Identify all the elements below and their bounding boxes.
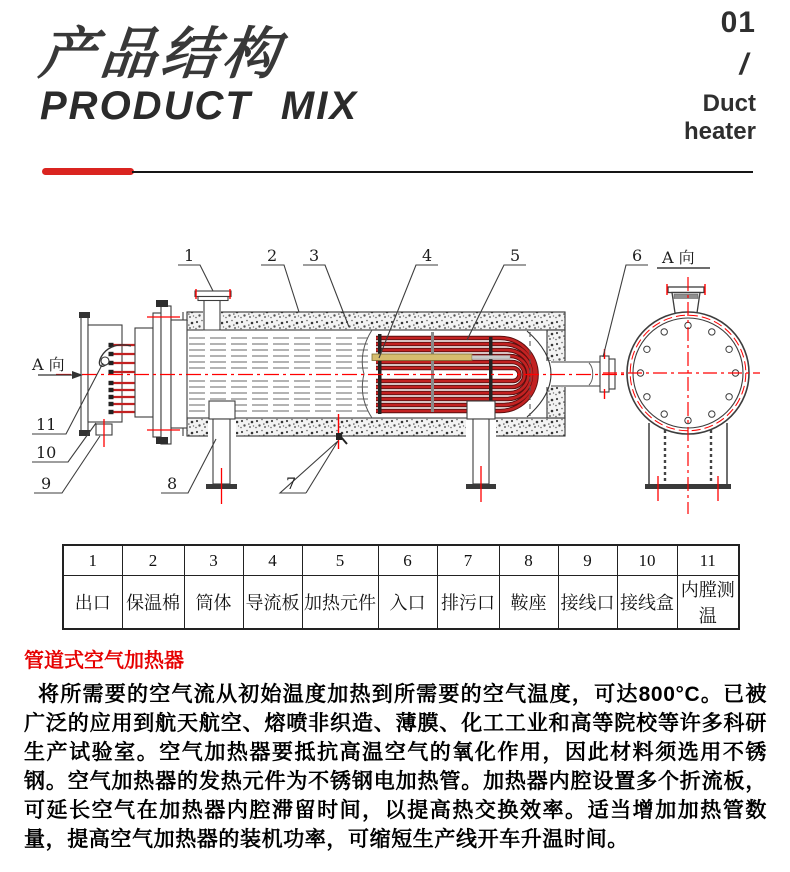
callout-4: 4	[422, 246, 433, 265]
part-name: 筒体	[184, 576, 243, 630]
parts-table	[62, 544, 740, 630]
callout-8: 8	[167, 474, 178, 493]
part-number: 5	[302, 545, 378, 576]
description-heading: 管道式空气加热器	[24, 650, 184, 672]
callout-7: 7	[286, 474, 297, 493]
part-name: 排污口	[437, 576, 499, 630]
description-body: 将所需要的空气流从初始温度加热到所需要的空气温度，可达800°C。已被广泛的应用到航天航空、熔喷非织造、薄膜、化工工业和高等院校等许多科研生产试验室。空气加热器要抵抗高温空气的氧化作用，因此材料须选用不锈钢。空气加热器的发热元件为不锈钢电加热管。加热器内腔设置多个折流板，可延长空气在加热器内腔滞留时间，以提高热交换效率。适当增加加热管数量，提高空气加热器的装机功率，可缩短生产线开车升温时间。	[24, 683, 767, 851]
part-name: 接线口	[558, 576, 617, 630]
parts-number-row	[63, 545, 739, 576]
part-number: 9	[558, 545, 617, 576]
part-name: 导流板	[243, 576, 302, 630]
header-right-block	[684, 6, 756, 146]
callout-5: 5	[510, 246, 521, 265]
part-name: 出口	[63, 576, 122, 630]
part-number: 8	[499, 545, 558, 576]
part-name: 加热元件	[302, 576, 378, 630]
part-number: 1	[63, 545, 122, 576]
part-number: 11	[677, 545, 739, 576]
callout-2: 2	[267, 246, 278, 265]
red-accent-bar	[42, 168, 134, 175]
junction-box-assembly	[79, 312, 122, 447]
category-label-line2: heater	[683, 118, 756, 145]
part-name: 内膛测温	[677, 576, 739, 630]
part-number: 3	[184, 545, 243, 576]
slash-separator: /	[739, 48, 748, 81]
category-label-line1: Duct	[702, 90, 756, 117]
callout-11: 11	[36, 415, 57, 434]
part-name: 入口	[378, 576, 437, 630]
main-flange	[135, 300, 187, 444]
page-title-english: PRODUCT MIX	[40, 84, 358, 128]
end-view	[603, 268, 760, 514]
part-name: 接线盒	[617, 576, 677, 630]
part-number: 10	[617, 545, 677, 576]
section-index: 01	[720, 6, 756, 39]
product-description	[24, 644, 767, 854]
parts-name-row	[63, 576, 739, 630]
divider-line	[132, 171, 753, 173]
main-side-view	[38, 289, 632, 504]
callout-6: 6	[632, 246, 643, 265]
callout-10: 10	[36, 443, 57, 462]
callout-1: 1	[184, 246, 195, 265]
heater-technical-drawing	[20, 228, 770, 533]
part-number: 2	[122, 545, 184, 576]
section-arrow-label: A 向	[32, 355, 65, 374]
temperature-probe	[372, 354, 472, 361]
part-name: 鞍座	[499, 576, 558, 630]
saddle-support	[206, 401, 496, 504]
callout-9: 9	[41, 474, 52, 493]
part-name: 保温棉	[122, 576, 184, 630]
end-view-title: A 向	[662, 248, 695, 267]
part-number: 4	[243, 545, 302, 576]
callout-3: 3	[309, 246, 320, 265]
page-title-chinese: 产品结构	[36, 22, 287, 85]
part-number: 6	[378, 545, 437, 576]
part-number: 7	[437, 545, 499, 576]
